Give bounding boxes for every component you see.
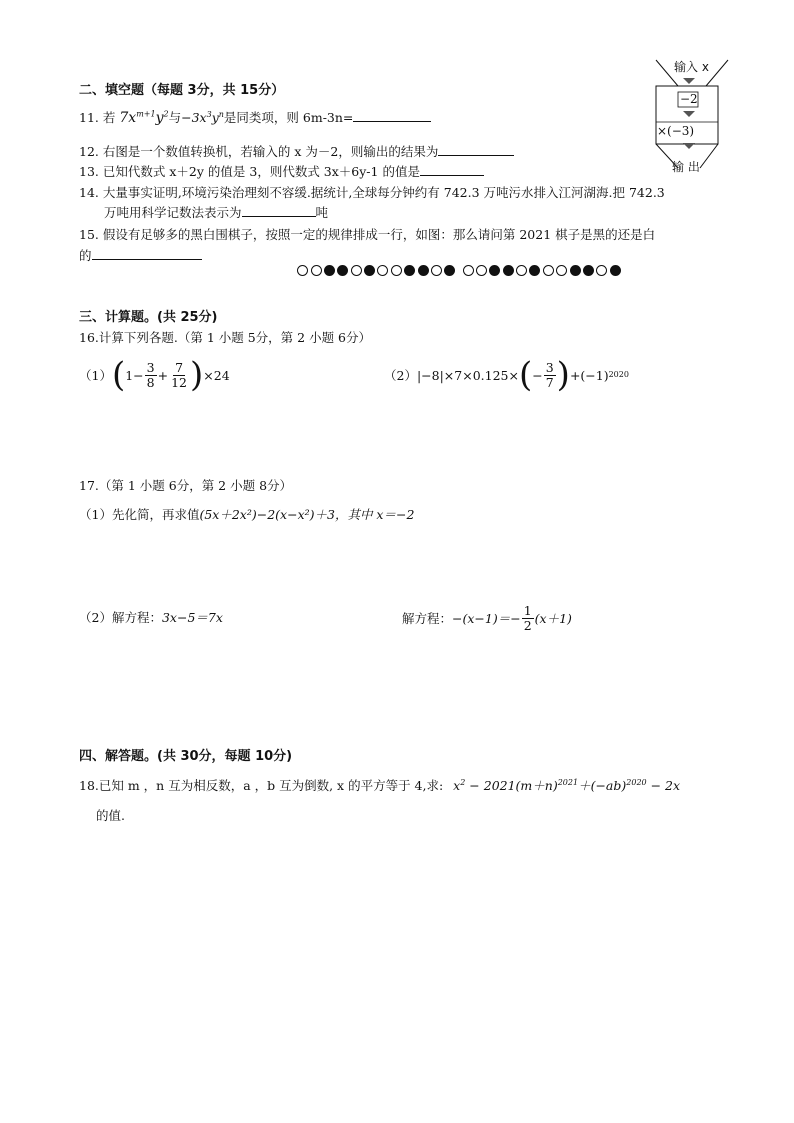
- black-stone: [444, 265, 455, 276]
- black-stone: [404, 265, 415, 276]
- black-stone: [570, 265, 581, 276]
- q14-line1: 大量事实证明,环境污染治理刻不容缓.据统计,全球每分钟约有 742.3 万吨污水排入江河湖海.把 742.3: [102, 185, 665, 200]
- down-arrow-icon: [683, 111, 695, 117]
- q14-answer-blank[interactable]: [242, 203, 316, 217]
- machine-output-label: 输 出: [672, 160, 700, 174]
- black-stone: [489, 265, 500, 276]
- black-stone: [337, 265, 348, 276]
- q11-suffix: 是同类项，则 6m-3n=: [223, 110, 354, 125]
- q15-line1: 假设有足够多的黑白围棋子，按照一定的规律排成一行，如图：那么请问第 2021 棋子是黑的还是白: [102, 227, 656, 242]
- question-18-line2: 的值.: [96, 808, 125, 823]
- fraction-1-2: $\frac{1}{2}$: [523, 602, 532, 633]
- question-16-part-2: （2） |−8|×7×0.125× ( − $\frac{3}{7}$ ) +(−1) 2020: [384, 355, 629, 395]
- white-stone: [377, 265, 388, 276]
- question-12: [79, 142, 514, 160]
- q11-term1: $7x^{m+1}y^2$: [119, 109, 169, 126]
- fraction-3-7: $\frac{3}{7}$: [545, 359, 554, 390]
- conversion-machine: [652, 58, 732, 176]
- q11-number: 11.: [79, 110, 99, 125]
- q13-number: 13.: [79, 164, 99, 179]
- q13-text: 已知代数式 x＋2y 的值是 3，则代数式 3x＋6y-1 的值是: [102, 164, 420, 179]
- go-stones-row: [296, 264, 622, 279]
- black-stone: [324, 265, 335, 276]
- white-stone: [297, 265, 308, 276]
- white-stone: [311, 265, 322, 276]
- q15-number: 15.: [79, 227, 99, 242]
- machine-input-label: 输入 x: [674, 60, 709, 74]
- white-stone: [351, 265, 362, 276]
- black-stone: [503, 265, 514, 276]
- question-17-part-3: 解方程： −(x−1)＝− $\frac{1}{2}$ (x＋1): [402, 602, 572, 633]
- machine-step-1: −2: [680, 92, 698, 106]
- white-stone: [543, 265, 554, 276]
- down-arrow-icon: [683, 78, 695, 84]
- q18-expression: $x^2 - 2021(m+n)^{2021}+(-ab)^{2020} - 2x$: [453, 777, 681, 793]
- fraction-7-12: $\frac{7}{12}$: [171, 359, 187, 390]
- black-stone: [418, 265, 429, 276]
- fraction-3-8: $\frac{3}{8}$: [146, 359, 155, 390]
- question-17-part-1: （1）先化简，再求值(5x＋2x²)−2(x−x²)＋3，其中 x＝−2: [79, 507, 415, 522]
- q13-answer-blank[interactable]: [420, 162, 484, 176]
- question-15: [79, 225, 655, 243]
- machine-step-2: ×(−3): [657, 124, 695, 138]
- q14-number: 14.: [79, 185, 99, 200]
- q15-answer-blank[interactable]: [92, 246, 202, 260]
- question-18-line1: 18.已知 m ，n 互为相反数，a ，b 互为倒数, x 的平方等于 4,求: $x^2 - 2021(m+n)^{2021}+(-ab)^{2020} - 2x$: [79, 777, 681, 793]
- white-stone: [463, 265, 474, 276]
- q16-p1-label: （1）: [79, 368, 112, 383]
- q11-term2: $-3x^3y^n$: [181, 109, 224, 125]
- q12-text: 右图是一个数值转换机，若输入的 x 为－2，则输出的结果为: [102, 144, 439, 159]
- q12-number: 12.: [79, 144, 99, 159]
- white-stone: [596, 265, 607, 276]
- black-stone: [583, 265, 594, 276]
- section-4-heading: 四、解答题。(共 30分，每题 10分): [79, 749, 293, 764]
- question-14: [79, 183, 665, 201]
- q16-p2-label: （2）: [384, 368, 417, 383]
- white-stone: [431, 265, 442, 276]
- question-14-line2: [104, 203, 328, 221]
- question-16-part-1: （1） ( 1− $\frac{3}{8}$ + $\frac{7}{12}$ ) ×24: [79, 355, 230, 395]
- black-stone: [364, 265, 375, 276]
- white-stone: [476, 265, 487, 276]
- section-3-heading: 三、计算题。(共 25分): [79, 310, 218, 325]
- section-2-heading: 二、填空题（每题 3分，共 15分）: [79, 83, 285, 98]
- question-15-line2: [79, 246, 202, 264]
- question-17-part-2: （2）解方程：3x−5＝7x: [79, 610, 223, 625]
- q11-mid: 与: [168, 110, 182, 125]
- question-16-intro: 16.计算下列各题.（第 1 小题 5分，第 2 小题 6分）: [79, 330, 372, 345]
- white-stone: [556, 265, 567, 276]
- question-11: [79, 108, 431, 126]
- q14-line2-prefix: 万吨用科学记数法表示为: [104, 205, 242, 220]
- white-stone: [391, 265, 402, 276]
- question-17-intro: 17.（第 1 小题 6分，第 2 小题 8分）: [79, 478, 293, 493]
- down-arrow-icon: [683, 143, 695, 149]
- q15-line2: 的: [79, 248, 92, 263]
- question-13: [79, 162, 484, 180]
- q14-line2-suffix: 吨: [315, 205, 329, 220]
- black-stone: [610, 265, 621, 276]
- q12-answer-blank[interactable]: [438, 142, 514, 156]
- black-stone: [529, 265, 540, 276]
- white-stone: [516, 265, 527, 276]
- q11-answer-blank[interactable]: [353, 108, 431, 122]
- q11-prefix: 若: [102, 110, 116, 125]
